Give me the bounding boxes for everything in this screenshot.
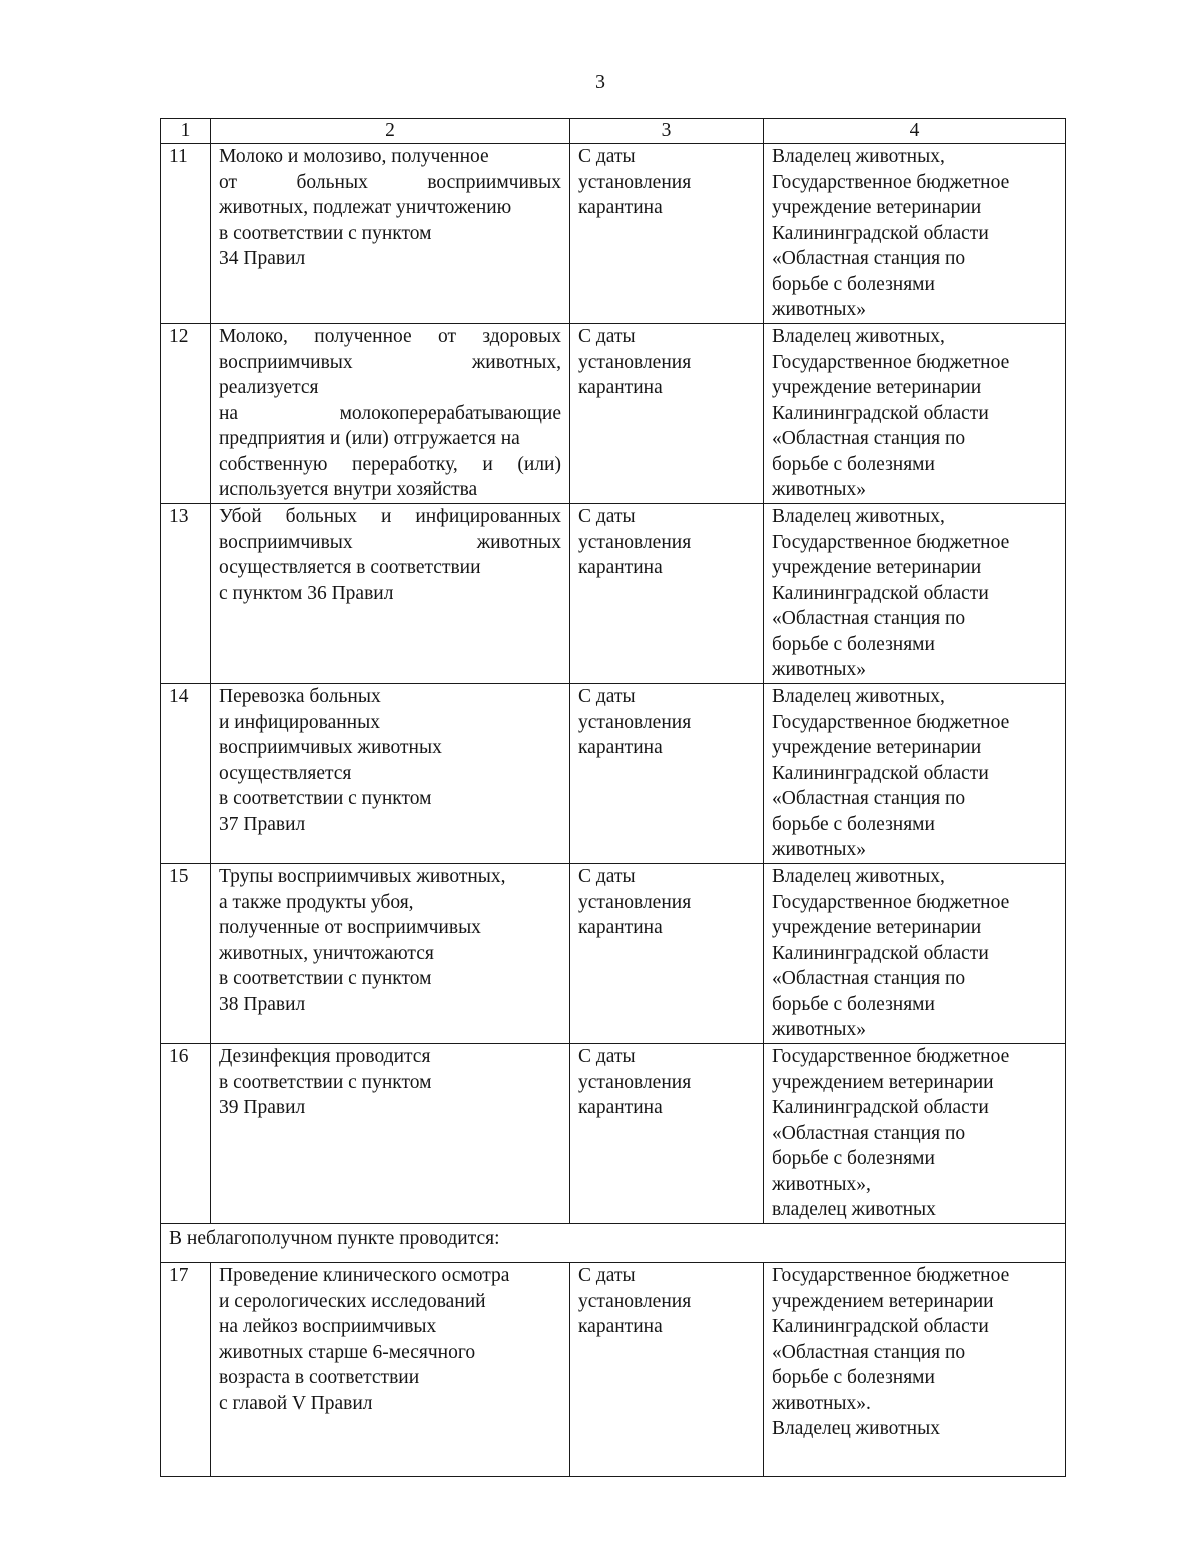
term-line: карантина xyxy=(578,737,663,758)
table-row xyxy=(161,684,1066,864)
responsible-cell xyxy=(764,324,1066,504)
responsible-line: животных» xyxy=(772,839,867,860)
responsible-line: Государственное бюджетное xyxy=(772,1046,1010,1067)
measure-line: возраста в соответствии xyxy=(219,1367,420,1388)
responsible-cell xyxy=(764,864,1066,1044)
responsible-line: борьбе с болезнями xyxy=(772,1367,935,1388)
responsible-line: Калининградской области xyxy=(772,762,989,784)
term-cell xyxy=(570,1263,764,1477)
term-cell xyxy=(570,864,764,1044)
responsible-line: животных». xyxy=(772,1392,871,1414)
responsible-line: Государственное бюджетное xyxy=(772,171,1010,193)
measure-line: Перевозка больных xyxy=(219,686,381,707)
header-cell: 2 xyxy=(211,119,570,144)
responsible-line: «Областная станция по xyxy=(772,248,966,269)
measure-line: от больных восприимчивых xyxy=(219,171,561,193)
measure-line: полученные от восприимчивых xyxy=(219,917,481,938)
responsible-line: борьбе с болезнями xyxy=(772,1148,935,1169)
table-row xyxy=(161,504,1066,684)
measure-line: на молокоперерабатывающие xyxy=(219,402,561,424)
responsible-line: животных» xyxy=(772,659,867,680)
measure-line: в соответствии с пунктом xyxy=(219,1071,432,1093)
term-line: карантина xyxy=(578,557,663,578)
measure-cell xyxy=(211,1044,570,1224)
term-cell xyxy=(570,684,764,864)
term-line: С даты xyxy=(578,1265,636,1286)
responsible-line: учреждением ветеринарии xyxy=(772,1071,994,1093)
measure-line: осуществляется xyxy=(219,762,352,784)
measure-line: восприимчивых животных, xyxy=(219,351,561,373)
term-line: С даты xyxy=(578,1046,636,1067)
responsible-line: животных» xyxy=(772,299,867,320)
term-line: установления xyxy=(578,531,692,553)
responsible-line: животных» xyxy=(772,479,867,500)
responsible-line: учреждением ветеринарии xyxy=(772,1290,994,1312)
measure-line: Трупы восприимчивых животных, xyxy=(219,866,506,887)
responsible-line: Владелец животных xyxy=(772,1418,940,1439)
table-row xyxy=(161,324,1066,504)
responsible-line: учреждение ветеринарии xyxy=(772,197,982,218)
term-line: установления xyxy=(578,1071,692,1093)
term-line: карантина xyxy=(578,1097,663,1118)
term-line: установления xyxy=(578,891,692,913)
header-cell: 1 xyxy=(161,119,211,144)
measure-line: на лейкоз восприимчивых xyxy=(219,1316,437,1337)
measure-cell xyxy=(211,1263,570,1477)
measure-cell xyxy=(211,144,570,324)
measure-line: и инфицированных xyxy=(219,711,380,733)
responsible-line: Государственное бюджетное xyxy=(772,351,1010,373)
responsible-line: Калининградской области xyxy=(772,1097,989,1118)
measure-cell xyxy=(211,324,570,504)
responsible-cell xyxy=(764,684,1066,864)
measure-line: собственную переработку, и (или) xyxy=(219,453,561,475)
measure-line: восприимчивых животных xyxy=(219,737,442,758)
responsible-line: Владелец животных, xyxy=(772,866,945,887)
measure-line: 37 Правил xyxy=(219,813,306,835)
row-number: 11 xyxy=(161,144,211,324)
measure-cell xyxy=(211,864,570,1044)
term-cell xyxy=(570,144,764,324)
responsible-line: Государственное бюджетное xyxy=(772,1265,1010,1286)
measure-line: в соответствии с пунктом xyxy=(219,968,432,989)
header-cell: 4 xyxy=(764,119,1066,144)
measure-line: Убой больных и инфицированных xyxy=(219,506,561,527)
header-cell: 3 xyxy=(570,119,764,144)
responsible-cell xyxy=(764,144,1066,324)
responsible-line: «Областная станция по xyxy=(772,968,966,989)
responsible-line: Калининградской области xyxy=(772,222,989,244)
responsible-line: Калининградской области xyxy=(772,1316,989,1337)
term-line: С даты xyxy=(578,686,636,707)
measure-line: 38 Правил xyxy=(219,993,306,1015)
measure-line: а также продукты убоя, xyxy=(219,891,414,913)
measure-cell xyxy=(211,504,570,684)
section-cell: В неблагополучном пункте проводится: xyxy=(161,1224,1066,1263)
measure-line: животных, подлежат уничтожению xyxy=(219,197,512,218)
responsible-line: Государственное бюджетное xyxy=(772,711,1010,733)
responsible-line: учреждение ветеринарии xyxy=(772,557,982,578)
responsible-line: Калининградской области xyxy=(772,942,989,964)
term-line: С даты xyxy=(578,866,636,887)
term-cell xyxy=(570,324,764,504)
measure-line: Молоко, полученное от здоровых xyxy=(219,326,561,347)
term-line: С даты xyxy=(578,506,636,527)
term-line: установления xyxy=(578,171,692,193)
responsible-line: «Областная станция по xyxy=(772,428,966,449)
term-line: карантина xyxy=(578,377,663,398)
responsible-line: «Областная станция по xyxy=(772,788,966,809)
responsible-line: учреждение ветеринарии xyxy=(772,377,982,398)
term-cell xyxy=(570,1044,764,1224)
measure-line: используется внутри хозяйства xyxy=(219,479,478,500)
measure-line: 39 Правил xyxy=(219,1097,306,1118)
measure-cell xyxy=(211,684,570,864)
measure-line: реализуется xyxy=(219,377,319,398)
measure-line: Молоко и молозиво, полученное xyxy=(219,146,489,167)
table-row xyxy=(161,1263,1066,1477)
responsible-line: Владелец животных, xyxy=(772,146,945,167)
table-header-row xyxy=(161,119,1066,144)
measure-line: осуществляется в соответствии xyxy=(219,557,481,578)
row-number: 12 xyxy=(161,324,211,504)
responsible-line: учреждение ветеринарии xyxy=(772,737,982,758)
measure-line: животных, уничтожаются xyxy=(219,942,434,964)
responsible-line: борьбе с болезнями xyxy=(772,453,935,475)
row-number: 14 xyxy=(161,684,211,864)
term-line: установления xyxy=(578,711,692,733)
term-line: карантина xyxy=(578,1316,663,1337)
measure-line: животных старше 6-месячного xyxy=(219,1341,476,1363)
responsible-line: животных», xyxy=(772,1173,871,1195)
term-line: установления xyxy=(578,351,692,373)
measure-line: 34 Правил xyxy=(219,248,306,269)
responsible-line: животных» xyxy=(772,1019,867,1040)
term-line: карантина xyxy=(578,197,663,218)
row-number: 17 xyxy=(161,1263,211,1477)
responsible-line: Государственное бюджетное xyxy=(772,531,1010,553)
measures-table xyxy=(160,118,1066,1477)
section-row xyxy=(161,1224,1066,1263)
measure-line: с главой V Правил xyxy=(219,1392,373,1414)
term-line: С даты xyxy=(578,146,636,167)
row-number: 13 xyxy=(161,504,211,684)
responsible-line: борьбе с болезнями xyxy=(772,633,935,655)
responsible-cell xyxy=(764,1263,1066,1477)
measure-line: в соответствии с пунктом xyxy=(219,788,432,809)
responsible-line: Государственное бюджетное xyxy=(772,891,1010,913)
responsible-line: Владелец животных, xyxy=(772,686,945,707)
table-row xyxy=(161,144,1066,324)
term-line: С даты xyxy=(578,326,636,347)
responsible-line: «Областная станция по xyxy=(772,608,966,629)
responsible-line: «Областная станция по xyxy=(772,1341,966,1363)
responsible-cell xyxy=(764,504,1066,684)
page-number: 3 xyxy=(595,71,605,93)
term-line: установления xyxy=(578,1290,692,1312)
measure-line: с пунктом 36 Правил xyxy=(219,582,394,604)
responsible-line: борьбе с болезнями xyxy=(772,273,935,295)
responsible-line: «Областная станция по xyxy=(772,1122,966,1144)
responsible-line: борьбе с болезнями xyxy=(772,813,935,835)
term-cell xyxy=(570,504,764,684)
row-number: 16 xyxy=(161,1044,211,1224)
table-row xyxy=(161,1044,1066,1224)
responsible-line: учреждение ветеринарии xyxy=(772,917,982,938)
responsible-line: владелец животных xyxy=(772,1199,936,1220)
responsible-line: Калининградской области xyxy=(772,582,989,604)
term-line: карантина xyxy=(578,917,663,938)
measure-line: и серологических исследований xyxy=(219,1290,486,1312)
row-number: 15 xyxy=(161,864,211,1044)
responsible-line: Владелец животных, xyxy=(772,326,945,347)
responsible-line: борьбе с болезнями xyxy=(772,993,935,1015)
responsible-line: Владелец животных, xyxy=(772,506,945,527)
table-row xyxy=(161,864,1066,1044)
measure-line: восприимчивых животных xyxy=(219,531,561,553)
measure-line: в соответствии с пунктом xyxy=(219,222,432,244)
responsible-cell xyxy=(764,1044,1066,1224)
responsible-line: Калининградской области xyxy=(772,402,989,424)
measure-line: Дезинфекция проводится xyxy=(219,1046,431,1067)
measure-line: Проведение клинического осмотра xyxy=(219,1265,510,1286)
measure-line: предприятия и (или) отгружается на xyxy=(219,428,520,449)
